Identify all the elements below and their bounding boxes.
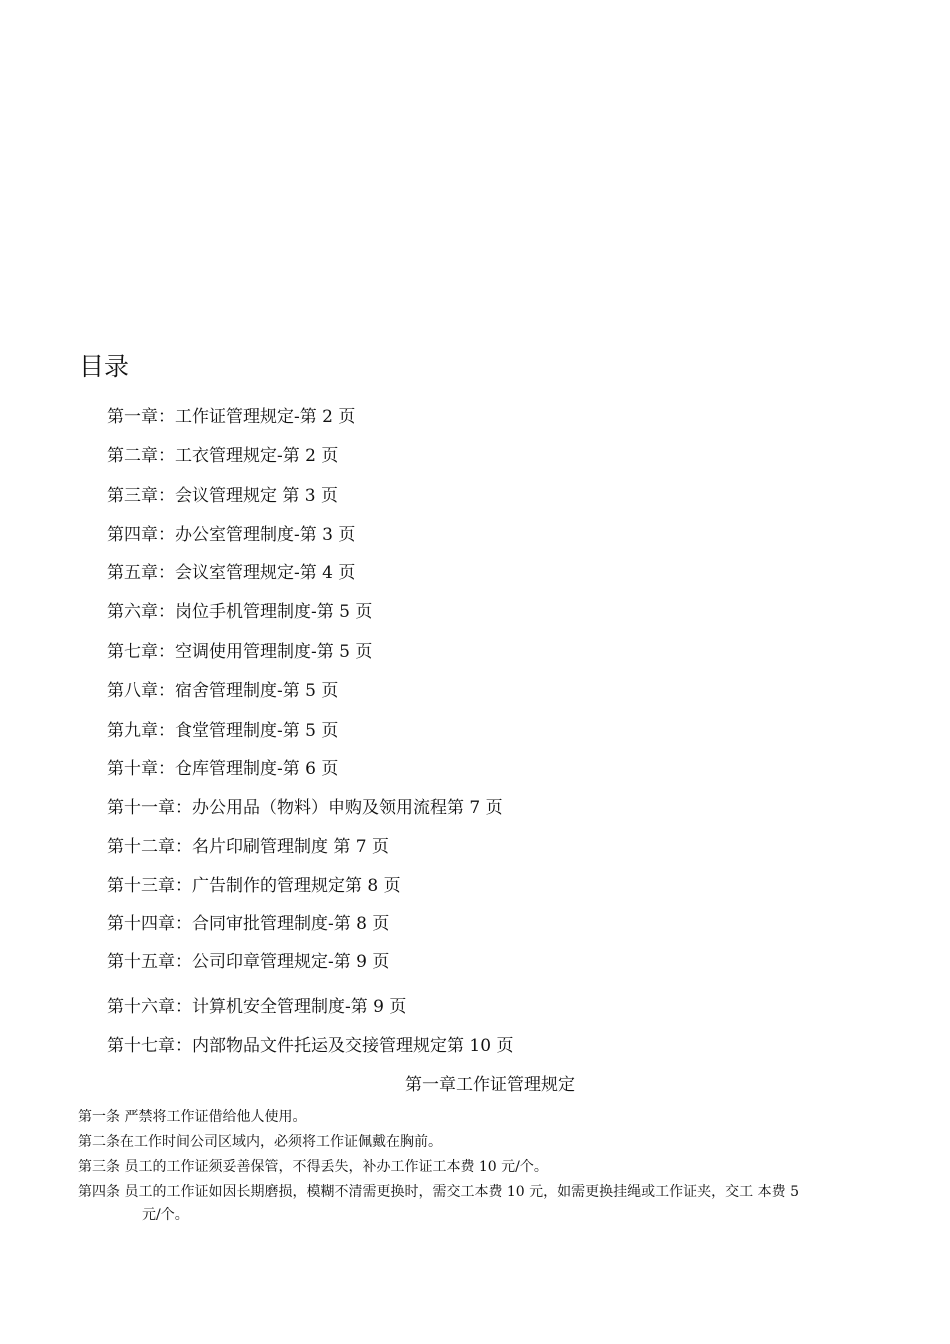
toc-item: 第十二章：名片印刷管理制度 第 7 页 (107, 837, 390, 857)
article-3: 第三条 员工的工作证须妥善保管，不得丢失，补办工作证工本费 10 元/个。 (78, 1159, 548, 1175)
toc-item: 第十七章：内部物品文件托运及交接管理规定第 10 页 (107, 1036, 514, 1056)
toc-item: 第十三章：广告制作的管理规定第 8 页 (107, 876, 401, 896)
toc-item: 第四章：办公室管理制度-第 3 页 (107, 525, 356, 545)
toc-item: 第六章：岗位手机管理制度-第 5 页 (107, 602, 373, 622)
toc-item: 第九章：食堂管理制度-第 5 页 (107, 721, 339, 741)
chapter-heading: 第一章工作证管理规定 (405, 1075, 575, 1095)
toc-item: 第七章：空调使用管理制度-第 5 页 (107, 642, 373, 662)
toc-item: 第十四章：合同审批管理制度-第 8 页 (107, 914, 390, 934)
toc-item: 第十章：仓库管理制度-第 6 页 (107, 759, 339, 779)
toc-item: 第三章：会议管理规定 第 3 页 (107, 486, 339, 506)
toc-item: 第五章：会议室管理规定-第 4 页 (107, 563, 356, 583)
article-2: 第二条在工作时间公司区域内，必须将工作证佩戴在胸前。 (78, 1134, 442, 1150)
article-1: 第一条 严禁将工作证借给他人使用。 (78, 1109, 307, 1125)
article-4: 第四条 员工的工作证如因长期磨损，模糊不清需更换时，需交工本费 10 元，如需更换挂绳或工作证夹，交工 本费 5 (78, 1184, 799, 1200)
toc-item: 第十六章：计算机安全管理制度-第 9 页 (107, 997, 407, 1017)
toc-item: 第十五章：公司印章管理规定-第 9 页 (107, 952, 390, 972)
toc-item: 第十一章：办公用品（物料）申购及领用流程第 7 页 (107, 798, 503, 818)
toc-item: 第一章：工作证管理规定-第 2 页 (107, 407, 356, 427)
toc-item: 第二章：工衣管理规定-第 2 页 (107, 446, 339, 466)
toc-title: 目录 (79, 352, 130, 381)
article-list (78, 1105, 908, 1225)
toc-item: 第八章：宿舍管理制度-第 5 页 (107, 681, 339, 701)
article-4-continuation: 元/个。 (142, 1207, 189, 1223)
